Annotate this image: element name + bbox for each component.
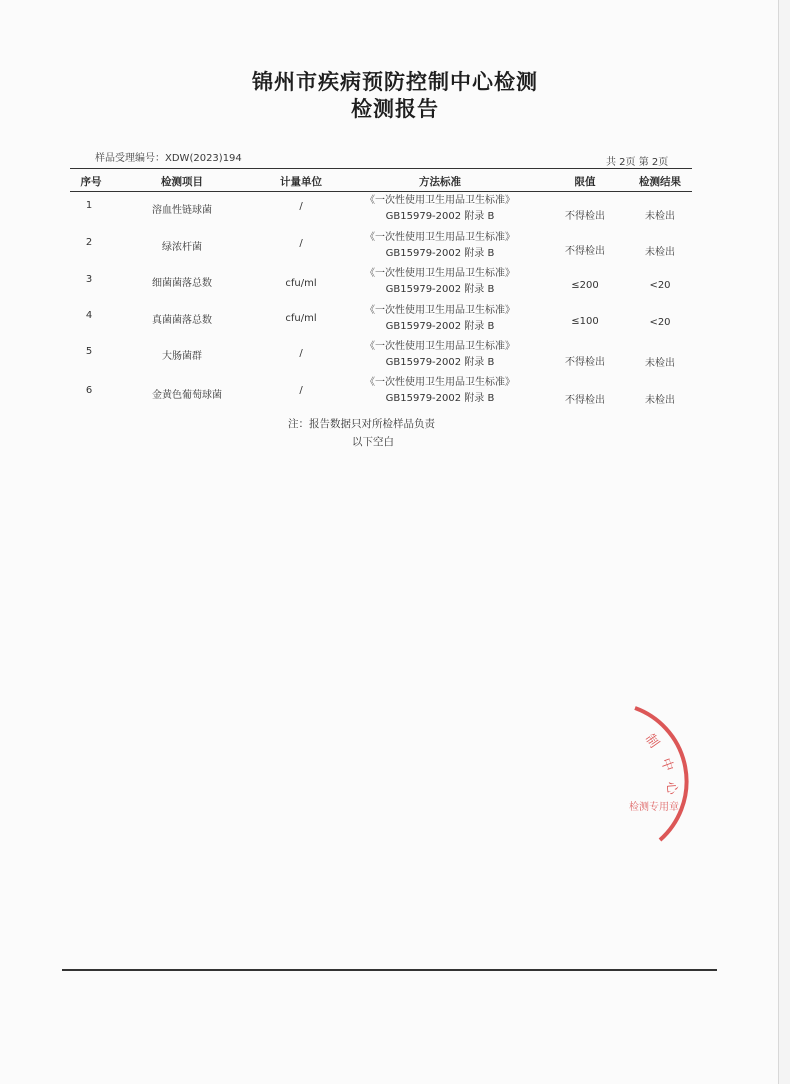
test-result: 未检出 (645, 247, 675, 258)
limit-value: 不得检出 (565, 211, 605, 222)
standard-name: 《一次性使用卫生用品卫生标准》 (365, 268, 515, 279)
method-standard (340, 266, 540, 298)
standard-code: GB15979-2002 附录 B (385, 357, 495, 368)
test-item: 金黄色葡萄球菌 (152, 390, 222, 401)
test-result: 未检出 (645, 358, 675, 369)
method-standard (340, 375, 540, 407)
footer-rule (62, 969, 717, 971)
unit: cfu/ml (285, 313, 317, 324)
method-standard (340, 339, 540, 371)
test-result: 未检出 (645, 395, 675, 406)
unit: / (299, 201, 303, 212)
svg-text:心: 心 (663, 781, 680, 796)
report-note: 注：报告数据只对所检样品负责 (288, 418, 435, 430)
column-header-no: 序号 (80, 176, 102, 188)
svg-text:制: 制 (641, 731, 662, 751)
method-standard (340, 303, 540, 335)
standard-code: GB15979-2002 附录 B (385, 284, 495, 295)
standard-code: GB15979-2002 附录 B (385, 321, 495, 332)
standard-name: 《一次性使用卫生用品卫生标准》 (365, 377, 515, 388)
unit: / (299, 385, 303, 396)
column-header-result: 检测结果 (639, 176, 681, 188)
unit: / (299, 348, 303, 359)
test-item: 大肠菌群 (162, 351, 202, 362)
method-standard (340, 193, 540, 225)
method-standard (340, 230, 540, 262)
blank-below-note: 以下空白 (352, 436, 394, 448)
column-header-item: 检测项目 (161, 176, 203, 188)
test-result: 未检出 (645, 211, 675, 222)
limit-value: 不得检出 (565, 246, 605, 257)
row-number: 3 (85, 274, 93, 285)
test-item: 真菌菌落总数 (152, 315, 212, 326)
test-item: 绿浓杆菌 (162, 242, 202, 253)
report-title: 锦州市疾病预防控制中心检测 (252, 70, 538, 94)
standard-code: GB15979-2002 附录 B (385, 393, 495, 404)
unit: / (299, 238, 303, 249)
standard-name: 《一次性使用卫生用品卫生标准》 (365, 341, 515, 352)
official-seal-stamp (605, 700, 715, 850)
standard-code: GB15979-2002 附录 B (385, 211, 495, 222)
standard-name: 《一次性使用卫生用品卫生标准》 (365, 305, 515, 316)
test-result: <20 (649, 317, 671, 328)
sample-number: 样品受理编号：XDW(2023)194 (95, 153, 242, 164)
svg-text:中: 中 (657, 756, 676, 774)
column-header-unit: 计量单位 (280, 176, 322, 188)
row-number: 6 (85, 385, 93, 396)
standard-name: 《一次性使用卫生用品卫生标准》 (365, 195, 515, 206)
limit-value: 不得检出 (565, 357, 605, 368)
report-subtitle: 检测报告 (351, 97, 439, 121)
row-number: 1 (85, 200, 93, 211)
limit-value: ≤100 (571, 316, 599, 327)
row-number: 4 (85, 310, 93, 321)
limit-value: 不得检出 (565, 395, 605, 406)
svg-text:检测专用章: 检测专用章 (629, 802, 679, 813)
test-item: 细菌菌落总数 (152, 278, 212, 289)
unit: cfu/ml (285, 278, 317, 289)
column-header-limit: 限值 (574, 176, 596, 188)
table-top-rule (70, 168, 692, 169)
table-header-rule (70, 191, 692, 192)
column-header-standard: 方法标准 (419, 176, 461, 188)
limit-value: ≤200 (571, 280, 599, 291)
test-result: <20 (649, 280, 671, 291)
standard-name: 《一次性使用卫生用品卫生标准》 (365, 232, 515, 243)
standard-code: GB15979-2002 附录 B (385, 248, 495, 259)
row-number: 5 (85, 346, 93, 357)
row-number: 2 (85, 237, 93, 248)
page-info: 共 2页 第 2页 (606, 157, 669, 168)
test-item: 溶血性链球菌 (152, 205, 212, 216)
